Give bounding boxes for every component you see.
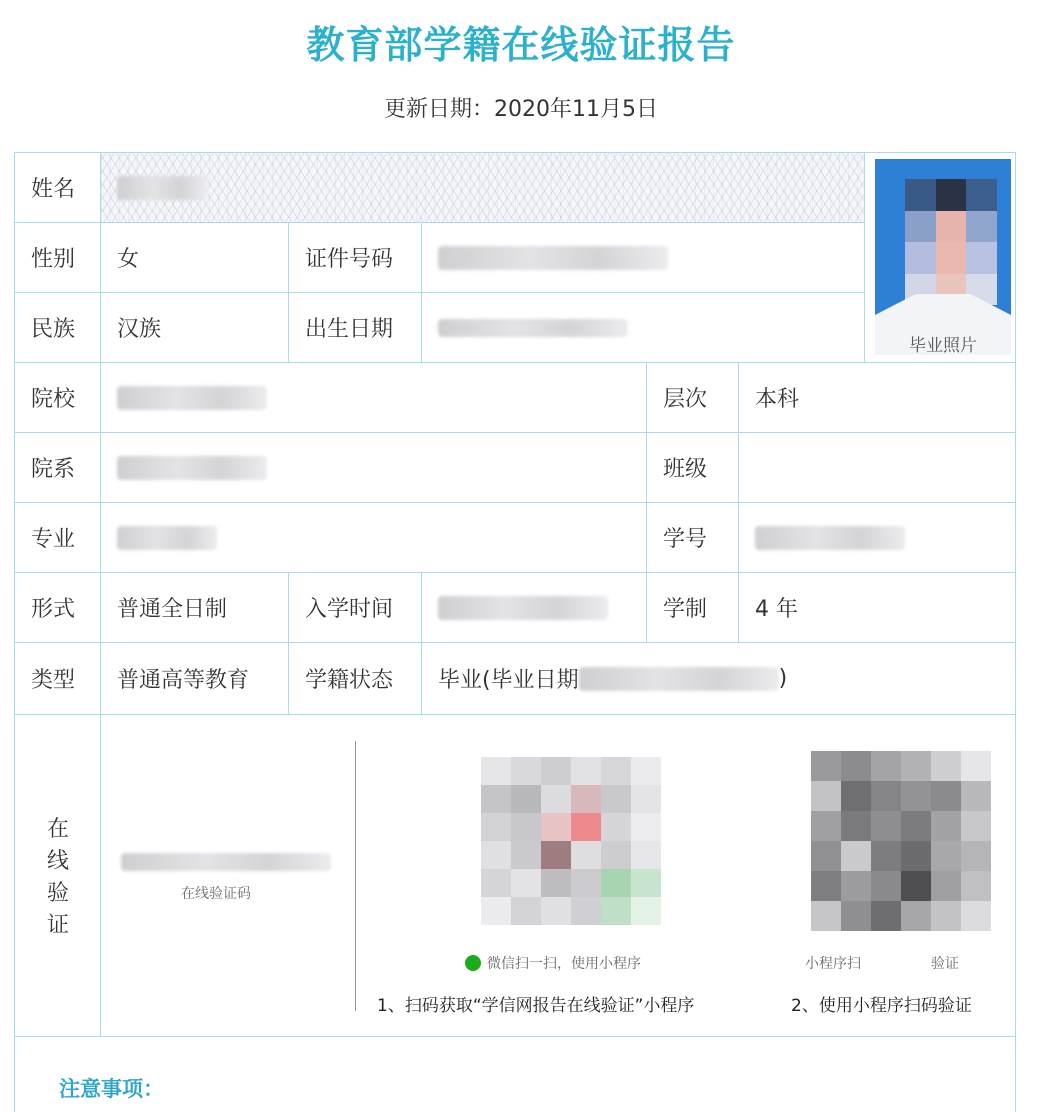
major-label: 专业 — [15, 503, 101, 573]
birth-date-value — [422, 293, 865, 363]
verify-label: 在 线 验 证 — [46, 817, 69, 938]
student-number-label: 学号 — [647, 503, 739, 573]
enrollment-status-value — [422, 643, 1015, 715]
gender-label: 性别 — [15, 223, 101, 293]
redacted-major — [117, 526, 217, 550]
mini-program-qr-code[interactable] — [481, 757, 661, 925]
class-label: 班级 — [647, 433, 739, 503]
level-label: 层次 — [647, 363, 739, 433]
redacted-enrollment-date — [438, 596, 608, 620]
class-value — [739, 433, 1015, 503]
redacted-school — [117, 386, 267, 410]
major-value — [101, 503, 647, 573]
graduation-photo — [875, 159, 1011, 355]
redacted-id — [438, 246, 668, 270]
enrollment-status-label: 学籍状态 — [289, 643, 422, 715]
id-number-label: 证件号码 — [289, 223, 422, 293]
study-form-label: 形式 — [15, 573, 101, 643]
wechat-icon — [465, 955, 481, 971]
enrollment-date-value — [422, 573, 647, 643]
department-value — [101, 433, 647, 503]
student-number-value — [739, 503, 1015, 573]
school-label: 院校 — [15, 363, 101, 433]
level-value: 本科 — [739, 363, 1015, 433]
ethnic-label: 民族 — [15, 293, 101, 363]
verification-code-caption: 在线验证码 — [181, 886, 251, 902]
name-value — [101, 153, 865, 223]
department-label: 院系 — [15, 433, 101, 503]
verify-divider — [355, 741, 356, 1011]
redacted-verification-code — [121, 853, 331, 871]
verify-step-1: 1、扫码获取“学信网报告在线验证”小程序 — [377, 996, 695, 1016]
ethnic-value: 汉族 — [101, 293, 289, 363]
duration-label: 学制 — [647, 573, 739, 643]
name-label: 姓名 — [15, 153, 101, 223]
notice-title: 注意事项： — [59, 1077, 164, 1101]
redacted-graduation-date — [579, 667, 779, 691]
redacted-birth — [438, 319, 628, 337]
enrollment-date-label: 入学时间 — [289, 573, 422, 643]
verification-qr-code[interactable] — [811, 751, 991, 931]
report-title: 教育部学籍在线验证报告 — [306, 23, 736, 67]
redacted-name — [117, 176, 207, 200]
qr2-caption-right: 验证 — [931, 956, 959, 972]
school-value — [101, 363, 647, 433]
gender-value: 女 — [101, 223, 289, 293]
update-date: 更新日期：2020年11月5日 — [384, 97, 658, 122]
photo-caption: 毕业照片 — [909, 336, 977, 355]
education-type-label: 类型 — [15, 643, 101, 715]
education-type-value: 普通高等教育 — [101, 643, 289, 715]
qr1-caption: 微信扫一扫，使用小程序 — [465, 953, 641, 973]
birth-date-label: 出生日期 — [289, 293, 422, 363]
study-form-value: 普通全日制 — [101, 573, 289, 643]
status-prefix: 毕业(毕业日期 — [438, 668, 579, 693]
duration-value: 4 年 — [739, 573, 1015, 643]
verify-step-2: 2、使用小程序扫码验证 — [791, 996, 972, 1016]
status-suffix: ) — [778, 666, 788, 691]
qr2-caption-left: 小程序扫 — [805, 956, 861, 972]
redacted-department — [117, 456, 267, 480]
id-number-value — [422, 223, 865, 293]
student-record-table — [14, 152, 1016, 1112]
redacted-student-number — [755, 526, 905, 550]
pixelated-face — [905, 179, 997, 305]
